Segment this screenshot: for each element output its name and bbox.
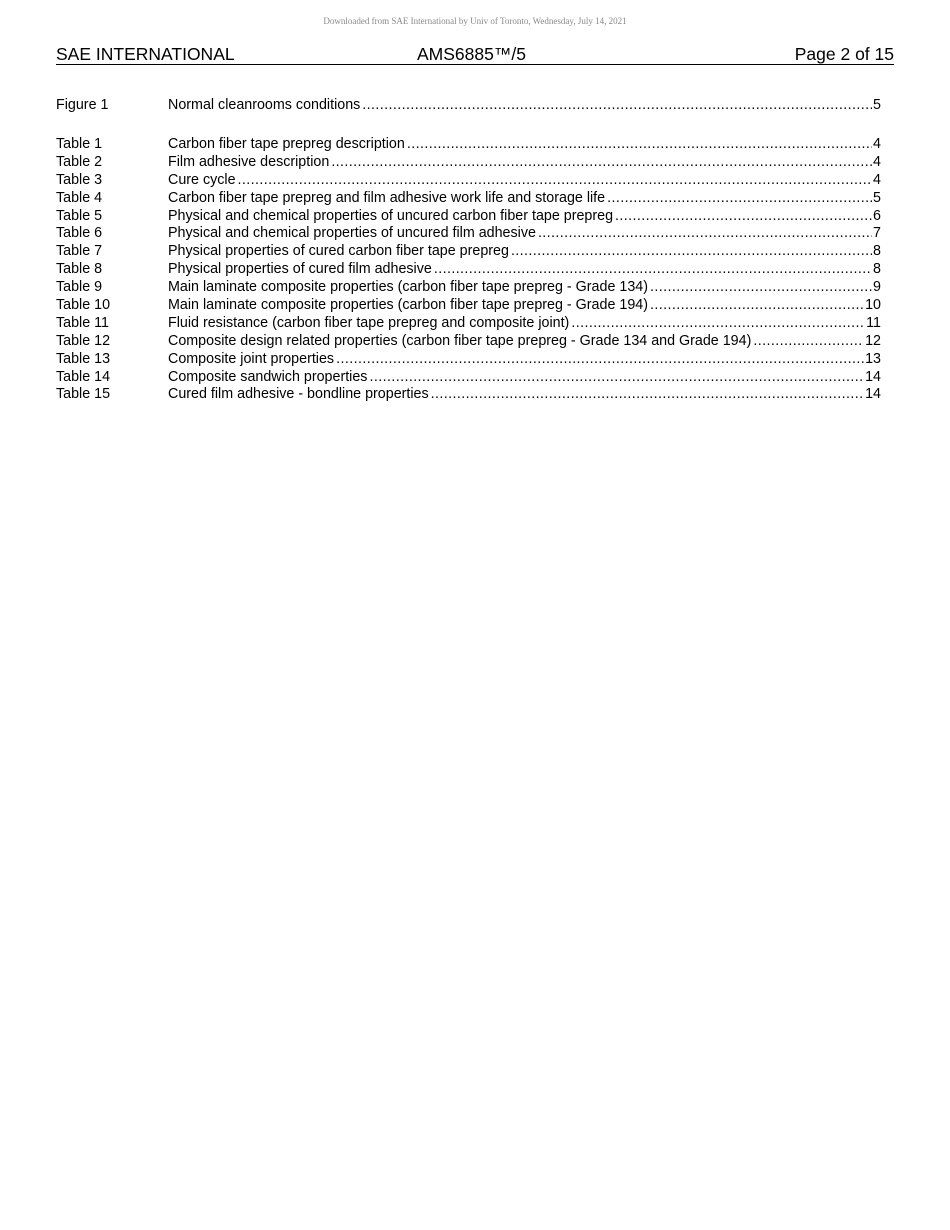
table-entry-page: 6: [873, 207, 881, 224]
table-entry-page: 8: [873, 261, 881, 278]
table-entry-title: Physical properties of cured film adhesive: [168, 261, 432, 278]
table-entry[interactable]: [56, 351, 881, 369]
list-of-figures: [56, 97, 881, 115]
table-entry-page: 4: [873, 136, 881, 152]
table-entry-label: Table 5: [56, 207, 103, 224]
dot-leader: [538, 225, 872, 243]
table-entry-page: 10: [865, 297, 881, 314]
table-entry[interactable]: [56, 279, 881, 297]
dot-leader: [753, 333, 864, 351]
table-entry-label: Table 9: [56, 279, 103, 296]
table-entry-label: Table 6: [56, 225, 103, 242]
figure-entry[interactable]: [56, 97, 881, 115]
table-entry-label: Table 11: [56, 314, 109, 331]
figure-entry-page: 5: [873, 97, 881, 113]
table-entry[interactable]: [56, 315, 881, 333]
table-entry[interactable]: [56, 172, 881, 190]
table-entry-label: Table 15: [56, 386, 111, 403]
table-entry-label: Table 12: [56, 332, 111, 349]
table-entry-title: Film adhesive description: [168, 153, 330, 170]
table-entry[interactable]: [56, 208, 881, 226]
table-entry-label: Table 14: [56, 368, 111, 385]
table-entry-page: 7: [873, 225, 881, 242]
table-entry-title: Carbon fiber tape prepreg and film adhesive work life and storage life: [168, 189, 606, 206]
page-header: [56, 44, 894, 65]
table-entry-page: 12: [865, 332, 881, 349]
table-entry[interactable]: [56, 225, 881, 243]
table-entry-label: Table 4: [56, 189, 103, 206]
table-entry-label: Table 10: [56, 297, 111, 314]
dot-leader: [431, 386, 864, 404]
publisher-name: SAE INTERNATIONAL: [56, 44, 235, 64]
table-entry-page: 9: [873, 279, 881, 296]
table-entry-title: Physical and chemical properties of uncured film adhesive: [168, 225, 536, 242]
table-entry[interactable]: [56, 190, 881, 208]
table-entry[interactable]: [56, 154, 881, 172]
table-entry-label: Table 13: [56, 350, 111, 367]
table-entry-page: 4: [873, 171, 881, 188]
dot-leader: [238, 172, 873, 190]
table-entry-title: Physical properties of cured carbon fiber tape prepreg: [168, 243, 509, 260]
table-entry-label: Table 1: [56, 136, 103, 152]
dot-leader: [434, 261, 872, 279]
table-entry[interactable]: [56, 333, 881, 351]
dot-leader: [331, 154, 872, 172]
table-entry-page: 5: [873, 189, 881, 206]
figure-entry-title: Normal cleanrooms conditions: [168, 97, 361, 113]
list-of-tables: [56, 136, 881, 404]
table-entry-page: 8: [873, 243, 881, 260]
dot-leader: [511, 243, 872, 261]
figure-entry-label: Figure 1: [56, 97, 109, 113]
table-entry-title: Cured film adhesive - bondline properties: [168, 386, 429, 403]
table-entry[interactable]: [56, 386, 881, 404]
table-entry-title: Composite joint properties: [168, 350, 335, 367]
dot-leader: [615, 208, 872, 226]
dot-leader: [362, 97, 872, 115]
table-entry[interactable]: [56, 136, 881, 154]
table-entry-page: 14: [865, 368, 881, 385]
table-entry-page: 13: [865, 350, 881, 367]
table-entry[interactable]: [56, 261, 881, 279]
table-entry[interactable]: [56, 243, 881, 261]
table-entry-title: Main laminate composite properties (carbon fiber tape prepreg - Grade 134): [168, 279, 648, 296]
table-entry[interactable]: [56, 297, 881, 315]
table-entry-label: Table 8: [56, 261, 103, 278]
page-number: Page 2 of 15: [794, 44, 894, 64]
download-watermark: Downloaded from SAE International by Univ of Toronto, Wednesday, July 14, 2021: [323, 16, 627, 26]
dot-leader: [571, 315, 865, 333]
table-entry-label: Table 3: [56, 171, 103, 188]
dot-leader: [369, 369, 864, 387]
table-entry-page: 11: [866, 314, 881, 331]
table-entry-page: 14: [865, 386, 881, 403]
table-entry-label: Table 7: [56, 243, 103, 260]
table-entry-title: Carbon fiber tape prepreg description: [168, 136, 405, 152]
table-entry-title: Fluid resistance (carbon fiber tape prepreg and composite joint): [168, 314, 570, 331]
table-entry-label: Table 2: [56, 153, 103, 170]
dot-leader: [336, 351, 864, 369]
dot-leader: [650, 279, 872, 297]
table-entry-title: Cure cycle: [168, 171, 236, 188]
dot-leader: [650, 297, 864, 315]
document-number: AMS6885™/5: [417, 44, 526, 64]
dot-leader: [607, 190, 872, 208]
table-entry-title: Composite sandwich properties: [168, 368, 368, 385]
table-entry[interactable]: [56, 369, 881, 387]
dot-leader: [407, 136, 872, 154]
table-entry-title: Composite design related properties (carbon fiber tape prepreg - Grade 134 and Grade 194): [168, 332, 752, 349]
table-entry-title: Physical and chemical properties of uncured carbon fiber tape prepreg: [168, 207, 614, 224]
table-entry-page: 4: [873, 153, 881, 170]
table-entry-title: Main laminate composite properties (carbon fiber tape prepreg - Grade 194): [168, 297, 648, 314]
